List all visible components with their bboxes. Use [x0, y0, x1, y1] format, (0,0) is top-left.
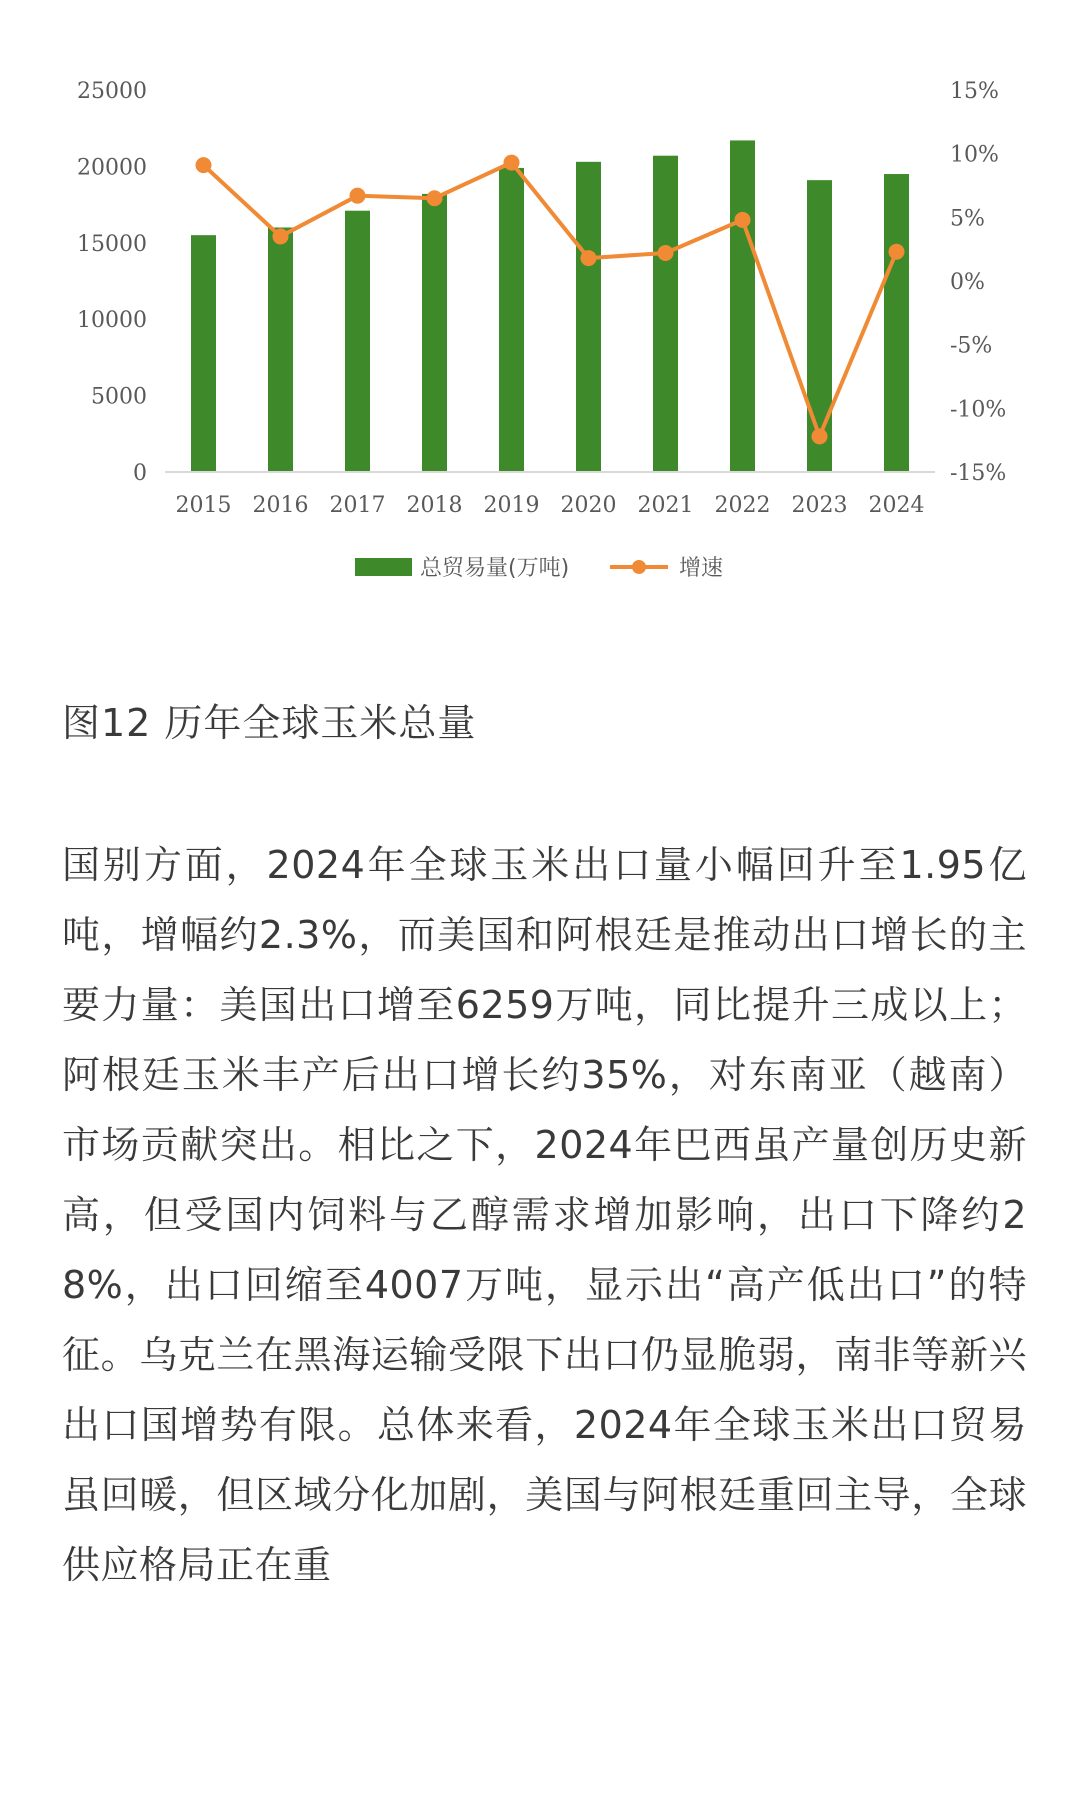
bar-2024 [884, 174, 909, 472]
x-tick-label: 2023 [791, 493, 848, 518]
right-tick-label: 10% [950, 142, 999, 168]
chart-legend [355, 556, 723, 581]
x-tick-label: 2019 [483, 493, 540, 518]
x-tick-label: 2022 [714, 493, 771, 518]
growth-point-2024 [889, 244, 905, 260]
left-tick-label: 0 [133, 461, 147, 486]
left-tick-label: 25000 [77, 79, 147, 104]
article-paragraph: 国别方面，2024年全球玉米出口量小幅回升至1.95亿吨，增幅约2.3%，而美国和阿根廷是推动出口增长的主要力量：美国出口增至6259万吨，同比提升三成以上；阿根廷玉米丰产后出口增长约35%，对东南亚（越南）市场贡献突出。相比之下，2024年巴西虽产量创历史新高，但受国内饲料与乙醇需求增加影响，出口下降约28%，出口回缩至4007万吨，显示出“高产低出口”的特征。乌克兰在黑海运输受限下出口仍显脆弱，南非等新兴出口国增势有限。总体来看，2024年全球玉米出口贸易虽回暖，但区域分化加剧，美国与阿根廷重回主导，全球供应格局正在重 [62, 843, 1027, 1587]
right-axis [950, 79, 1006, 486]
legend-swatch-volume [355, 558, 412, 576]
legend-label-growth: 增速 [679, 556, 724, 581]
x-tick-label: 2024 [868, 493, 925, 518]
x-tick-label: 2015 [175, 493, 232, 518]
bar-2021 [653, 156, 678, 472]
growth-point-2018 [427, 190, 443, 206]
growth-line [196, 155, 905, 445]
growth-polyline [204, 163, 897, 437]
x-tick-label: 2020 [560, 493, 617, 518]
x-tick-label: 2016 [252, 493, 309, 518]
bar-2015 [191, 235, 216, 472]
corn-trade-chart [0, 0, 1080, 610]
volume-bars [191, 140, 909, 472]
growth-point-2022 [735, 212, 751, 228]
growth-point-2016 [273, 228, 289, 244]
figure-caption: 图12 历年全球玉米总量 [62, 701, 477, 745]
right-tick-label: 0% [950, 270, 985, 295]
right-tick-label: 5% [950, 206, 985, 232]
bar-2022 [730, 140, 755, 472]
growth-point-2017 [350, 188, 366, 204]
bar-2017 [345, 211, 370, 472]
legend-label-volume: 总贸易量(万吨) [420, 556, 570, 581]
bar-2018 [422, 194, 447, 472]
left-tick-label: 20000 [77, 155, 147, 181]
x-tick-label: 2017 [329, 493, 386, 518]
x-tick-label: 2018 [406, 493, 463, 518]
legend-swatch-growth-marker [632, 560, 646, 574]
left-axis [77, 79, 147, 486]
x-axis-labels [176, 493, 925, 518]
bar-2023 [807, 180, 832, 472]
right-tick-label: 15% [950, 79, 999, 104]
left-tick-label: 10000 [77, 308, 147, 334]
x-tick-label: 2021 [637, 493, 694, 518]
right-tick-label: -5% [950, 333, 993, 359]
left-tick-label: 15000 [77, 231, 147, 257]
left-tick-label: 5000 [91, 384, 147, 410]
right-tick-label: -15% [950, 461, 1007, 486]
growth-point-2015 [196, 157, 212, 173]
bar-2016 [268, 228, 293, 472]
bar-2019 [499, 168, 524, 472]
growth-point-2021 [658, 245, 674, 261]
right-tick-label: -10% [950, 397, 1007, 423]
growth-point-2019 [504, 155, 520, 171]
growth-point-2020 [581, 250, 597, 266]
bar-2020 [576, 162, 601, 472]
growth-point-2023 [812, 428, 828, 444]
